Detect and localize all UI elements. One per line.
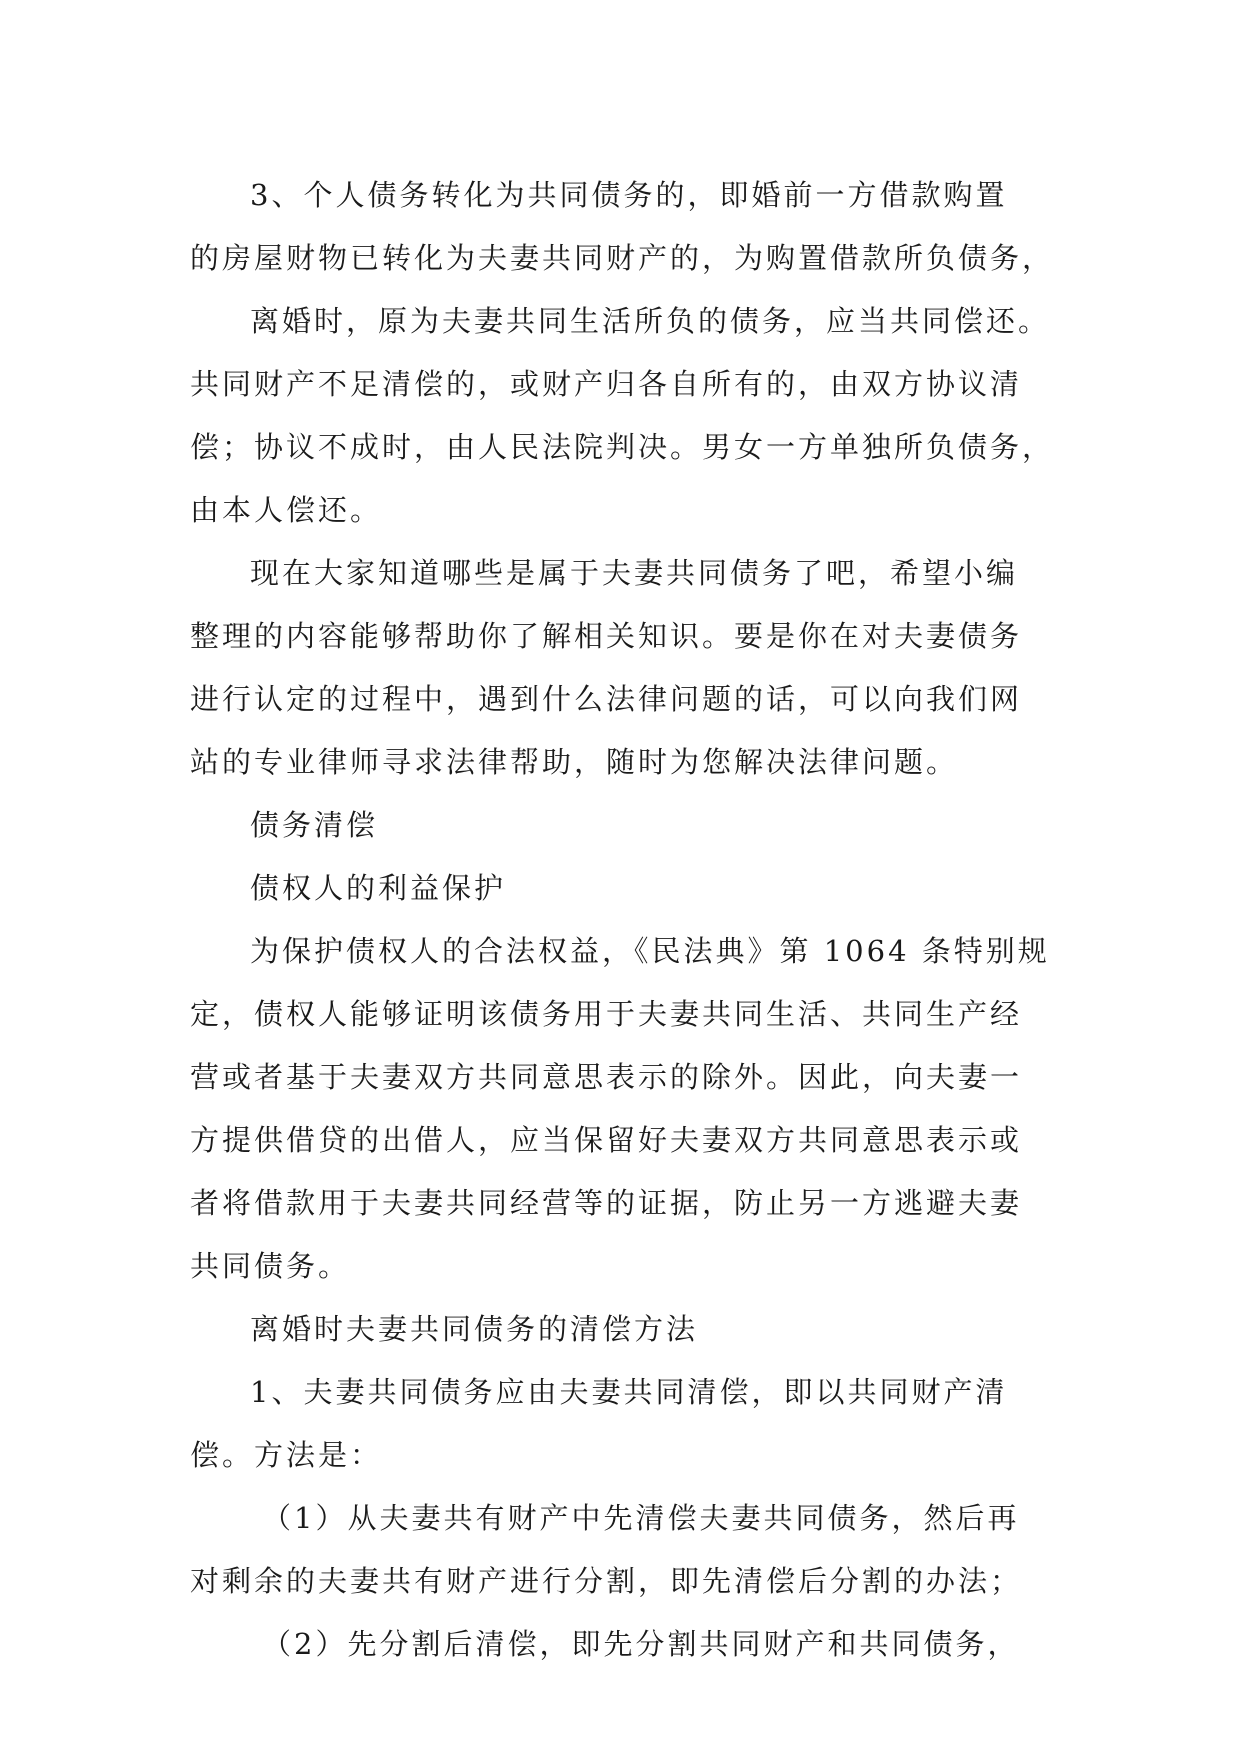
text-line: 的房屋财物已转化为夫妻共同财产的，为购置借款所负债务，	[190, 241, 1055, 275]
text-line: 偿。方法是：	[190, 1438, 383, 1472]
text-line: 整理的内容能够帮助你了解相关知识。要是你在对夫妻债务	[190, 619, 1023, 653]
text-line: 方提供借贷的出借人，应当保留好夫妻双方共同意思表示或	[190, 1123, 1023, 1157]
text-line: （1）从夫妻共有财产中先清偿夫妻共同债务，然后再	[262, 1501, 1020, 1535]
text-line: 由本人偿还。	[190, 493, 383, 527]
section-heading: 离婚时夫妻共同债务的清偿方法	[250, 1312, 699, 1346]
text-line: 共同财产不足清偿的，或财产归各自所有的，由双方协议清	[190, 367, 1023, 401]
text-line: 进行认定的过程中，遇到什么法律问题的话，可以向我们网	[190, 682, 1023, 716]
text-line: 共同债务。	[190, 1249, 351, 1283]
text-line: 偿；协议不成时，由人民法院判决。男女一方单独所负债务，	[190, 430, 1055, 464]
text-line: 者将借款用于夫妻共同经营等的证据，防止另一方逃避夫妻	[190, 1186, 1023, 1220]
section-heading: 债务清偿	[250, 808, 379, 842]
document-body	[190, 164, 1070, 1676]
text-line: 3、个人债务转化为共同债务的，即婚前一方借款购置	[250, 178, 1008, 212]
text-line: （2）先分割后清偿，即先分割共同财产和共同债务，	[262, 1627, 1020, 1661]
section-heading: 债权人的利益保护	[250, 871, 507, 905]
text-line: 营或者基于夫妻双方共同意思表示的除外。因此，向夫妻一	[190, 1060, 1023, 1094]
text-line: 为保护债权人的合法权益，《民法典》第 1064 条特别规	[250, 934, 1050, 968]
text-line: 站的专业律师寻求法律帮助，随时为您解决法律问题。	[190, 745, 959, 779]
text-line: 1、夫妻共同债务应由夫妻共同清偿，即以共同财产清	[250, 1375, 1008, 1409]
text-line: 离婚时，原为夫妻共同生活所负的债务，应当共同偿还。	[250, 304, 1051, 338]
text-line: 对剩余的夫妻共有财产进行分割，即先清偿后分割的办法；	[190, 1564, 1023, 1598]
text-line: 现在大家知道哪些是属于夫妻共同债务了吧，希望小编	[250, 556, 1019, 590]
text-line: 定，债权人能够证明该债务用于夫妻共同生活、共同生产经	[190, 997, 1023, 1031]
